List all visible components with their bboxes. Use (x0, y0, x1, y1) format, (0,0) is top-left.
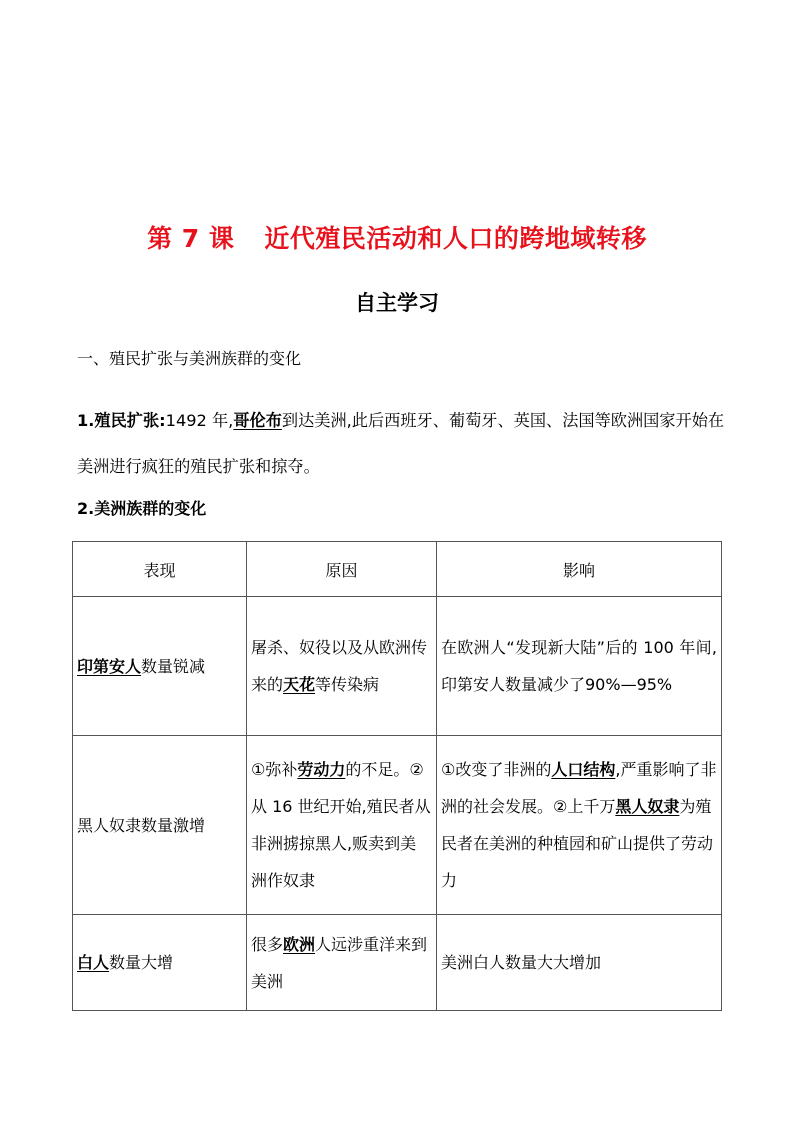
subtitle: 自主学习 (355, 291, 439, 315)
page-title (0, 219, 794, 255)
row3-impact: 美洲白人数量大大增加 (437, 915, 722, 1011)
table-header-row (73, 542, 722, 597)
keyword: 印第安人 (77, 656, 142, 676)
cell-text: ,严重影响了非洲的社会发展。②上千万 (441, 760, 717, 816)
lesson-number: 第 7 课 (147, 224, 235, 253)
cell-text: 数量大增 (109, 953, 174, 972)
cell-text: ①弥补 (251, 760, 298, 779)
table-row (73, 597, 722, 736)
row2-impact (437, 736, 722, 915)
keyword: 劳动力 (297, 760, 346, 779)
row1-impact: 在欧洲人“发现新大陆”后的 100 年间,印第安人数量减少了90%—95% (437, 597, 722, 736)
row2-cause (247, 736, 437, 915)
table-row (73, 915, 722, 1011)
cell-text: 很多 (251, 934, 284, 954)
cell-text: 数量锐减 (141, 656, 206, 676)
keyword: 黑人奴隶 (615, 797, 680, 816)
row1-cause (247, 597, 437, 736)
cell-text: 的不足。②从 16 世纪开始,殖民者从非洲掳掠黑人,贩卖到美洲作奴隶 (251, 760, 431, 890)
row3-cause (247, 915, 437, 1011)
keyword: 人口结构 (551, 760, 616, 779)
point1-text-post: 到达美洲,此后西班牙、葡萄牙、英国、法国等欧洲国家开始在美洲进行疯狂的殖民扩张和掠夺。 (77, 411, 725, 476)
row2-performance: 黑人奴隶数量激增 (73, 736, 247, 915)
row1-performance (73, 597, 247, 736)
point1-paragraph (77, 398, 725, 490)
point1-label: 1.殖民扩张: (77, 411, 166, 430)
header-impact: 影响 (437, 542, 722, 597)
header-cause: 原因 (247, 542, 437, 597)
row3-performance (73, 915, 247, 1011)
keyword: 天花 (283, 675, 316, 694)
cell-text: 屠杀、奴役以及从欧洲传来的 (251, 638, 428, 694)
cell-text: 人远涉重洋来到美洲 (251, 934, 428, 991)
keyword: 欧洲 (283, 934, 316, 954)
keyword: 白人 (77, 953, 110, 972)
point1-text-pre: 1492 年, (165, 411, 234, 430)
cell-text: 为殖民者在美洲的种植园和矿山提供了劳动力 (441, 797, 714, 890)
cell-text: 等传染病 (315, 675, 380, 694)
population-change-table (72, 541, 722, 1011)
cell-text: ①改变了非洲的 (441, 760, 552, 779)
point1-keyword: 哥伦布 (233, 411, 282, 430)
lesson-name: 近代殖民活动和人口的跨地域转移 (264, 224, 647, 253)
point2-heading: 2.美洲族群的变化 (77, 499, 207, 518)
section-heading: 一、殖民扩张与美洲族群的变化 (77, 349, 302, 368)
table-row (73, 736, 722, 915)
header-performance: 表现 (73, 542, 247, 597)
